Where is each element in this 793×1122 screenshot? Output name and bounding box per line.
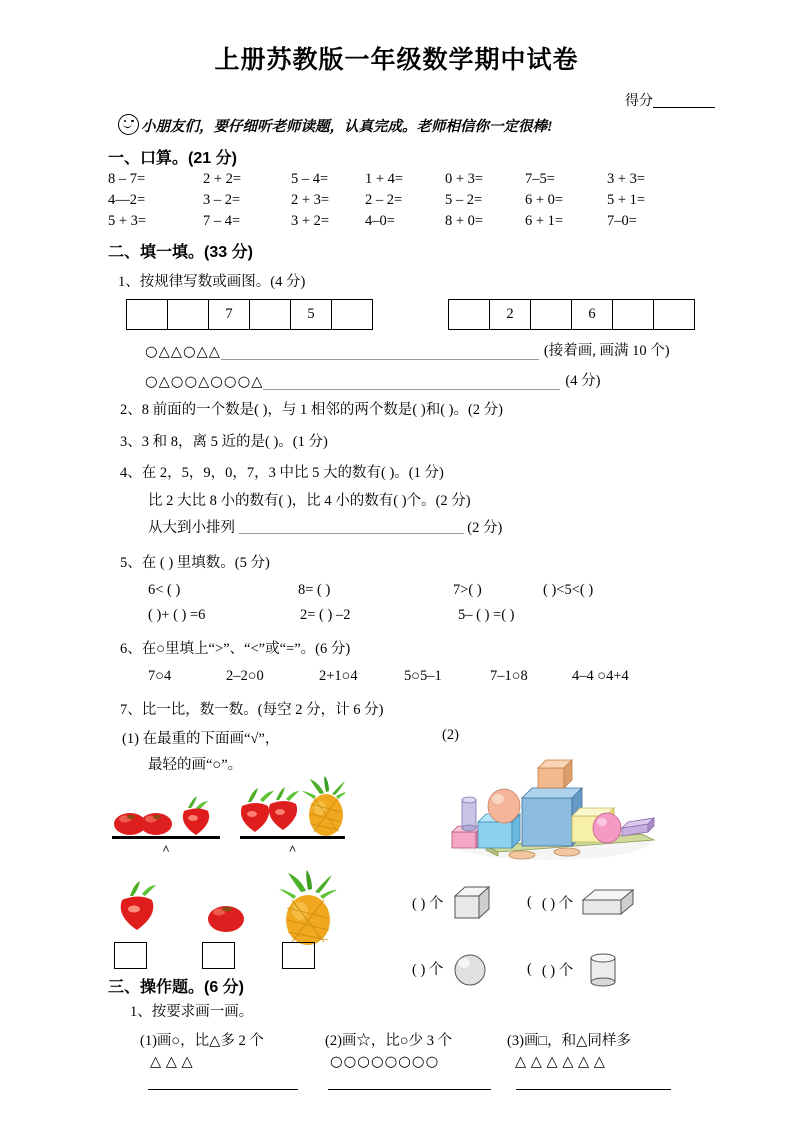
subprompt-2-label: (2) (442, 727, 459, 744)
draw-answer-line-1[interactable] (148, 1088, 298, 1090)
answer-box-3[interactable] (282, 942, 315, 969)
solids-illustration (442, 756, 657, 864)
sequence-cell[interactable] (613, 300, 654, 330)
question-2-4-line3 (148, 517, 793, 539)
pattern-answer-line[interactable] (263, 376, 560, 390)
sequence-cell[interactable] (654, 300, 695, 330)
pattern-answer-line[interactable] (221, 346, 539, 360)
pattern-note: (4 分) (565, 373, 601, 390)
order-score: (2 分) (467, 520, 503, 537)
oral-problem: 2 + 2= (203, 171, 242, 187)
answer-box-1[interactable] (114, 942, 147, 969)
oral-arithmetic-grid (108, 171, 708, 230)
sequence-cell[interactable] (531, 300, 572, 330)
subprompt-1-line1: (1) 在最重的下面画“√”， (122, 731, 280, 748)
oral-problem: 2 – 2= (365, 192, 403, 208)
bottom-fruit-apple (205, 899, 249, 935)
solid-answer-blank-prefix[interactable]: ( (527, 960, 532, 977)
bottom-fruit-pineapple (277, 870, 339, 946)
number-sequence-tables (126, 299, 793, 330)
question-2-7-subprompts (122, 727, 793, 748)
fill-expression[interactable]: 8= ( ) (298, 582, 331, 599)
question-2-6-items (148, 668, 793, 685)
compare-expression[interactable]: 2+1○4 (319, 667, 358, 684)
fruit-group-apples-radish (112, 792, 220, 836)
draw-symbols-2: ○○○○○○○○ (330, 1053, 440, 1070)
question-2-5-text: 5、在 ( ) 里填数。(5 分) (120, 554, 270, 571)
cylinder-icon (579, 948, 641, 990)
sequence-cell[interactable]: 7 (209, 300, 250, 330)
oral-row (108, 213, 708, 230)
table-gap (373, 299, 448, 330)
fill-expression[interactable]: 2= ( ) –2 (300, 607, 351, 624)
fulcrum-mark-left: ^ (162, 842, 170, 858)
oral-problem: 3 + 2= (291, 213, 330, 229)
solid-answer-cube (412, 882, 493, 1014)
sequence-table-right[interactable] (448, 299, 695, 330)
question-2-5-row-2 (148, 607, 793, 624)
draw-symbols-3: △ △ △ △ △ △ (515, 1053, 605, 1070)
draw-answer-line-3[interactable] (516, 1088, 671, 1090)
compare-expression[interactable]: 7–1○8 (490, 667, 528, 684)
draw-prompt-2: (2)画☆，比○少 3 个 (325, 1032, 453, 1049)
bottom-fruit-radish (116, 878, 170, 936)
answer-box-2[interactable] (202, 942, 235, 969)
score-label: 得分 (625, 92, 653, 108)
compare-expression[interactable]: 7○4 (148, 667, 172, 684)
oral-problem: 4–0= (365, 213, 395, 229)
oral-problem: 2 + 3= (291, 192, 330, 208)
oral-problem: 1 + 4= (365, 171, 404, 187)
oral-problem: 3 + 3= (607, 171, 646, 187)
fill-expression[interactable]: ( )<5<( ) (543, 582, 594, 599)
draw-answer-line-2[interactable] (328, 1088, 491, 1090)
balance-bar-left (112, 836, 220, 839)
oral-row (108, 192, 708, 209)
order-label: 从大到小排列 (148, 520, 235, 537)
oral-problem: 6 + 0= (525, 192, 564, 208)
pattern-symbols: ○△△○△△ (145, 344, 221, 361)
question-2-5-row-1 (148, 582, 793, 599)
fill-expression[interactable]: 7>( ) (453, 582, 482, 599)
sphere-icon (449, 948, 493, 988)
oral-problem: 8 – 7= (108, 171, 146, 187)
oral-problem: 5 – 4= (291, 171, 329, 187)
section-3-q1-text: 1、按要求画一画。 (130, 1004, 254, 1021)
oral-problem: 7–0= (607, 213, 637, 229)
sequence-cell[interactable] (250, 300, 291, 330)
draw-symbols-row (150, 1054, 793, 1070)
balance-illustration-area (112, 774, 793, 979)
sequence-cell[interactable]: 6 (572, 300, 613, 330)
order-answer-line[interactable] (239, 520, 464, 534)
draw-prompt-1: (1)画○，比△多 2 个 (140, 1032, 264, 1049)
oral-problem: 3 – 2= (203, 192, 241, 208)
question-2-4-line2: 比 2 大比 8 小的数有( )，比 4 小的数有( )个。(2 分) (148, 492, 471, 509)
section-2-heading: 二、填一填。(33 分) (108, 244, 253, 261)
oral-problem: 6 + 1= (525, 213, 564, 229)
fill-expression[interactable]: 6< ( ) (148, 582, 181, 599)
oral-problem: 5 + 1= (607, 192, 646, 208)
pattern-symbols: ○△○○△○○○△ (145, 374, 264, 391)
solid-answer-blank[interactable]: ( ) 个 (412, 895, 444, 912)
pattern-note: (接着画, 画满 10 个) (543, 343, 670, 360)
question-2-7-text: 7、比一比，数一数。(每空 2 分，计 6 分) (120, 701, 384, 718)
cube-icon (449, 882, 493, 922)
intro-line (118, 114, 793, 136)
oral-problem: 5 – 2= (445, 192, 483, 208)
page-title: 上册苏教版一年级数学期中试卷 (214, 46, 579, 74)
smiley-face-icon (118, 114, 139, 135)
compare-expression[interactable]: 5○5–1 (404, 667, 442, 684)
question-2-4-line1: 4、在 2，5，9，0，7，3 中比 5 大的数有( )。(1 分) (120, 465, 444, 482)
draw-prompt-3: (3)画□，和△同样多 (507, 1032, 631, 1049)
sequence-cell[interactable] (168, 300, 209, 330)
subprompt-1-line2: 最轻的画“○”。 (148, 757, 243, 774)
question-2-1-text: 1、按规律写数或画图。(4 分) (118, 274, 306, 290)
draw-symbols-1: △ △ △ (150, 1053, 193, 1070)
sequence-cell[interactable]: 5 (291, 300, 332, 330)
pattern-row-2 (145, 369, 793, 390)
oral-row (108, 171, 708, 188)
balance-right-group (240, 776, 345, 858)
question-2-3: 3、3 和 8，离 5 近的是( )。(1 分) (120, 433, 328, 450)
balance-left-group (112, 792, 220, 858)
sequence-cell[interactable] (449, 300, 490, 330)
oral-problem: 5 + 3= (108, 213, 147, 229)
question-2-6-text: 6、在○里填上“>”、“<”或“=”。(6 分) (120, 641, 351, 658)
fruit-group-radishes-pineapple (240, 776, 345, 836)
balance-bar-right (240, 836, 345, 839)
oral-problem: 7 – 4= (203, 213, 241, 229)
intro-text: 小朋友们，要仔细听老师读题，认真完成。老师相信你一定很棒! (141, 119, 553, 135)
oral-problem: 0 + 3= (445, 171, 484, 187)
solid-answer-cuboid (527, 882, 641, 1016)
solid-answer-blank-prefix[interactable]: ( (527, 893, 532, 910)
section-1-heading: 一、口算。(21 分) (108, 150, 237, 167)
pattern-row-1 (145, 339, 793, 360)
oral-problem: 8 + 0= (445, 213, 484, 229)
fulcrum-mark-right: ^ (288, 842, 297, 858)
sequence-cell[interactable] (127, 300, 168, 330)
sequence-cell[interactable]: 2 (490, 300, 531, 330)
compare-expression[interactable]: 4–4 ○4+4 (572, 667, 629, 684)
oral-problem: 7–5= (525, 171, 555, 187)
solid-answer-blank[interactable]: ( ) 个 (541, 895, 574, 912)
section-3-heading: 三、操作题。(6 分) (108, 979, 245, 997)
question-2-2: 2、8 前面的一个数是( )，与 1 相邻的两个数是( )和( )。(2 分) (120, 402, 504, 419)
cuboid-icon (579, 882, 641, 922)
draw-prompts-row (140, 1029, 793, 1050)
sequence-cell[interactable] (332, 300, 373, 330)
sequence-table-left[interactable] (126, 299, 373, 330)
compare-expression[interactable]: 2–2○0 (226, 667, 264, 684)
oral-problem: 4—2= (108, 192, 146, 208)
draw-answer-lines-row (148, 1088, 793, 1090)
score-blank-line[interactable] (653, 93, 715, 108)
fill-expression[interactable]: 5– ( ) =( ) (458, 607, 515, 624)
score-area (0, 90, 793, 110)
solid-answer-blank[interactable]: ( ) 个 (412, 961, 444, 978)
solid-answer-blank[interactable]: ( ) 个 (541, 962, 574, 979)
fill-expression[interactable]: ( )+ ( ) =6 (148, 607, 206, 624)
